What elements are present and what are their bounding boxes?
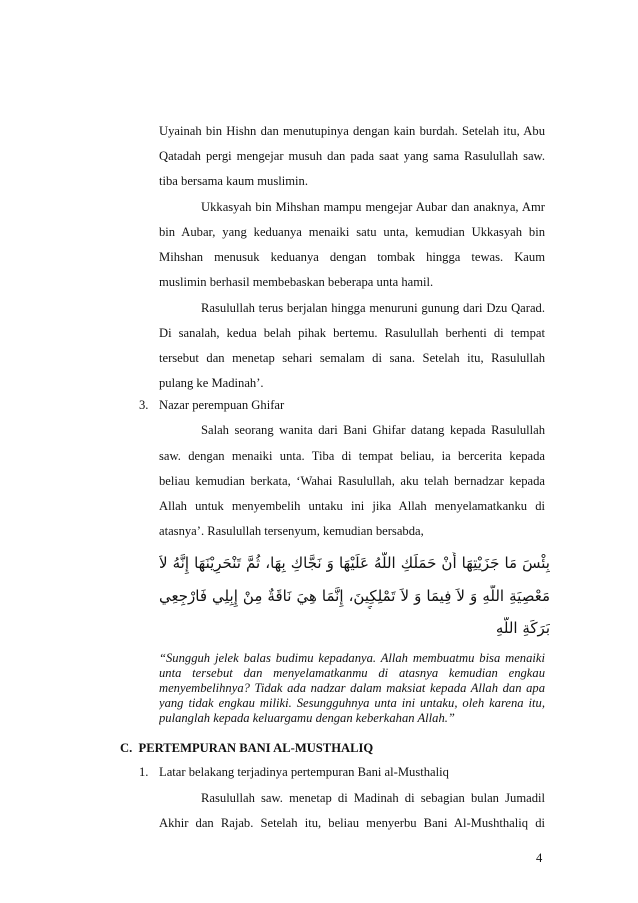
paragraph-first-line: Rasulullah terus berjalan hingga menuruni gunung dari Dzu Qarad. <box>201 301 545 315</box>
list-item-title: Latar belakang terjadinya pertempuran Bani al-Musthaliq <box>159 765 449 779</box>
arabic-hadith-line: مَعْصِيَةِ اللَّهِ وَ لاَ فِيمَا وَ لاَ تَمْلِكِينَ، إِنَّمَا هِيَ نَاقَةٌ مِنْ إِبِلِي فَارْجِعِي <box>159 587 550 605</box>
body-text-line: tiba bersama kaum muslimin. <box>159 174 308 188</box>
paragraph-first-line: Salah seorang wanita dari Bani Ghifar datang kepada Rasulullah <box>201 423 545 437</box>
section-heading: C. PERTEMPURAN BANI AL-MUSTHALIQ <box>120 741 374 755</box>
body-text-line: Di sanalah, kedua belah pihak bertemu. Rasulullah berhenti di tempat <box>159 326 545 340</box>
list-number: 1. <box>139 765 149 779</box>
paragraph-first-line: Ukkasyah bin Mihshan mampu mengejar Aubar dan anaknya, Amr <box>201 200 545 214</box>
translation-quote-line: pulanglah kepada keluargamu dengan keberkahan Allah.” <box>159 711 455 725</box>
body-text-line: Qatadah pergi mengejar musuh dan pada saat yang sama Rasulullah saw. <box>159 149 545 163</box>
body-text-line: Akhir dan Rajab. Setelah itu, beliau menyerbu Bani Al-Mushthaliq di <box>159 816 545 830</box>
list-item-title: Nazar perempuan Ghifar <box>159 398 285 412</box>
body-text-line: saw. dengan menaiki unta. Tiba di tempat beliau, ia bercerita kepada <box>159 449 545 463</box>
body-text-line: pulang ke Madinah’. <box>159 376 264 390</box>
translation-quote-line: menyembelihnya? Tidak ada nadzar dalam maksiat kepada Allah dan apa <box>159 681 545 695</box>
body-text-line: Allah untuk menyembelih untaku ini jika Allah menyelamatkanku di <box>159 499 545 513</box>
arabic-hadith-line: بِئْسَ مَا جَزَيْتِهَا أَنْ حَمَلَكِ اللَّهُ عَلَيْهَا وَ نَجَّاكِ بِهَا، ثُمَّ تَنْحَرِيْنَهَا إِنَّهُ لاَ <box>159 554 550 572</box>
body-text-line: Uyainah bin Hishn dan menutupinya dengan kain burdah. Setelah itu, Abu <box>159 124 545 138</box>
translation-quote-line: unta tersebut dan menyelamatkanmu di atasnya kemudian engkau <box>159 666 545 680</box>
body-text-line: tersebut dan menetap sehari semalam di sana. Setelah itu, Rasulullah <box>159 351 545 365</box>
list-number: 3. <box>139 398 149 412</box>
body-text-line: Mihshan menusuk keduanya dengan tombak hingga tewas. Kaum <box>159 250 545 264</box>
body-text-line: muslimin berhasil membebaskan beberapa unta hamil. <box>159 275 434 289</box>
body-text-line: beliau kemudian berkata, ‘Wahai Rasulullah, aku telah bernadzar kepada <box>159 474 545 488</box>
body-text-line: bin Aubar, yang keduanya menaiki satu unta, kemudian Ukkasyah bin <box>159 225 545 239</box>
translation-quote-line: yang tidak engkau miliki. Sesungguhnya unta ini untaku, oleh karena itu, <box>159 696 545 710</box>
arabic-hadith-line: بَرَكَةِ اللَّهِ <box>495 619 550 637</box>
translation-quote-line: “Sungguh jelek balas budimu kepadanya. Allah membuatmu bisa menaiki <box>159 651 545 665</box>
paragraph-first-line: Rasulullah saw. menetap di Madinah di sebagian bulan Jumadil <box>201 791 545 805</box>
page-number: 4 <box>536 851 543 865</box>
body-text-line: atasnya’. Rasulullah tersenyum, kemudian bersabda, <box>159 524 424 538</box>
